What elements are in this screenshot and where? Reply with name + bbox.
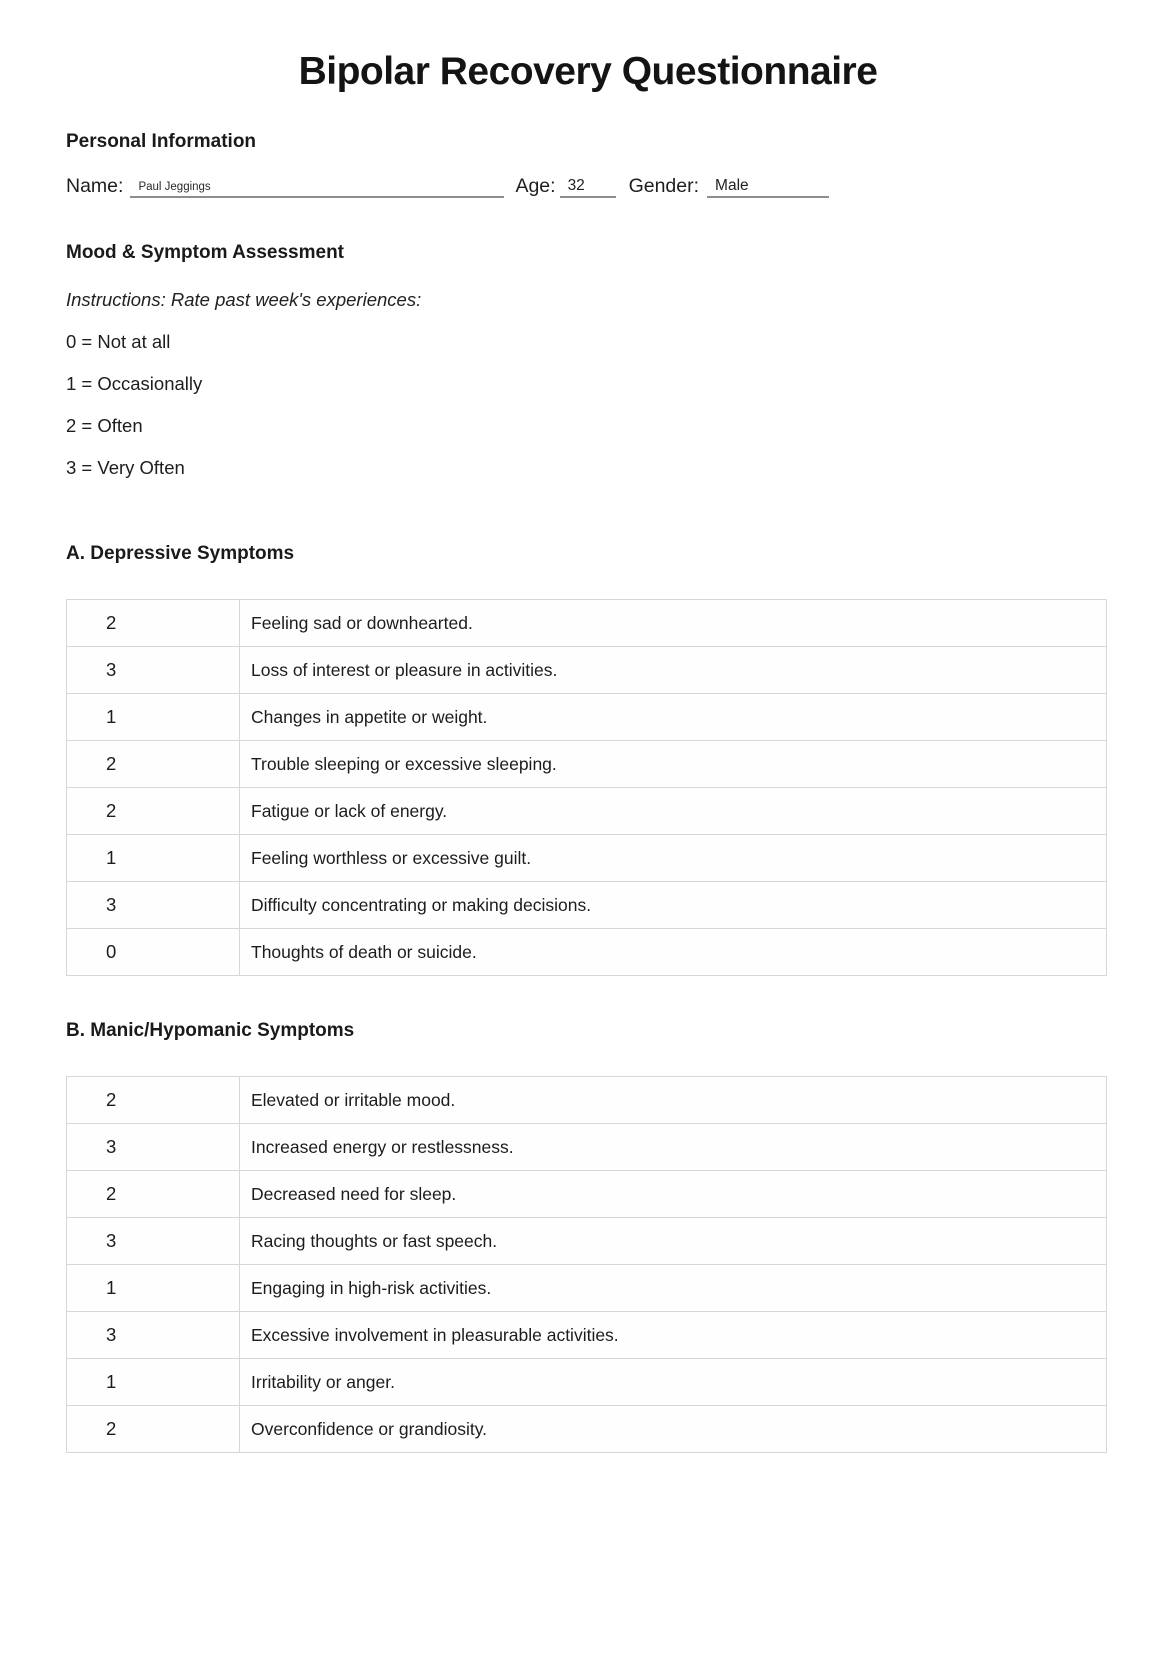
rating-cell[interactable]: 2	[67, 1171, 240, 1218]
depressive-symptoms-table	[66, 599, 1107, 976]
symptom-cell: Engaging in high-risk activities.	[240, 1265, 1107, 1312]
rating-cell[interactable]: 2	[67, 1406, 240, 1453]
symptom-cell: Decreased need for sleep.	[240, 1171, 1107, 1218]
symptom-cell: Overconfidence or grandiosity.	[240, 1406, 1107, 1453]
table-row	[67, 1218, 1107, 1265]
rating-cell[interactable]: 2	[67, 600, 240, 647]
rating-scale-item: 3 = Very Often	[66, 457, 185, 479]
table-row	[67, 1406, 1107, 1453]
table-row	[67, 1171, 1107, 1218]
rating-cell[interactable]: 3	[67, 1312, 240, 1359]
table-row	[67, 1312, 1107, 1359]
symptom-cell: Thoughts of death or suicide.	[240, 929, 1107, 976]
personal-information-heading: Personal Information	[66, 130, 257, 152]
symptom-cell: Irritability or anger.	[240, 1359, 1107, 1406]
rating-scale-item: 0 = Not at all	[66, 331, 171, 353]
rating-cell[interactable]: 1	[67, 1265, 240, 1312]
rating-cell[interactable]: 1	[67, 1359, 240, 1406]
depressive-symptoms-heading: A. Depressive Symptoms	[66, 543, 295, 565]
symptom-cell: Fatigue or lack of energy.	[240, 788, 1107, 835]
symptom-cell: Elevated or irritable mood.	[240, 1077, 1107, 1124]
table-row	[67, 600, 1107, 647]
table-row	[67, 788, 1107, 835]
age-field[interactable]: 32	[560, 177, 616, 199]
rating-cell[interactable]: 3	[67, 882, 240, 929]
table-row	[67, 741, 1107, 788]
personal-info-row	[66, 175, 1110, 198]
rating-scale-item: 2 = Often	[66, 415, 143, 437]
symptom-cell: Difficulty concentrating or making decisions.	[240, 882, 1107, 929]
gender-field[interactable]: Male	[707, 177, 829, 199]
mood-symptom-assessment-heading: Mood & Symptom Assessment	[66, 242, 345, 264]
rating-cell[interactable]: 3	[67, 1218, 240, 1265]
instructions-text: Instructions: Rate past week's experiences:	[66, 289, 422, 311]
rating-cell[interactable]: 2	[67, 788, 240, 835]
rating-scale-item: 1 = Occasionally	[66, 373, 203, 395]
rating-cell[interactable]: 1	[67, 835, 240, 882]
rating-cell[interactable]: 2	[67, 741, 240, 788]
rating-cell[interactable]: 3	[67, 647, 240, 694]
table-row	[67, 835, 1107, 882]
symptom-cell: Feeling sad or downhearted.	[240, 600, 1107, 647]
symptom-cell: Feeling worthless or excessive guilt.	[240, 835, 1107, 882]
symptom-cell: Excessive involvement in pleasurable activities.	[240, 1312, 1107, 1359]
symptom-cell: Trouble sleeping or excessive sleeping.	[240, 741, 1107, 788]
manic-hypomanic-symptoms-table	[66, 1076, 1107, 1453]
symptom-cell: Loss of interest or pleasure in activities.	[240, 647, 1107, 694]
table-row	[67, 1077, 1107, 1124]
rating-scale-list	[66, 331, 1110, 479]
table-row	[67, 647, 1107, 694]
table-row	[67, 1124, 1107, 1171]
rating-cell[interactable]: 2	[67, 1077, 240, 1124]
rating-cell[interactable]: 0	[67, 929, 240, 976]
name-label: Name:	[66, 174, 124, 197]
table-row	[67, 1359, 1107, 1406]
symptom-cell: Changes in appetite or weight.	[240, 694, 1107, 741]
symptom-cell: Racing thoughts or fast speech.	[240, 1218, 1107, 1265]
rating-cell[interactable]: 1	[67, 694, 240, 741]
symptom-cell: Increased energy or restlessness.	[240, 1124, 1107, 1171]
table-row	[67, 929, 1107, 976]
table-row	[67, 882, 1107, 929]
table-row	[67, 1265, 1107, 1312]
table-row	[67, 694, 1107, 741]
page-title: Bipolar Recovery Questionnaire	[298, 50, 878, 93]
name-field[interactable]: Paul Jeggings	[130, 181, 504, 198]
age-label: Age:	[515, 174, 556, 197]
gender-label: Gender:	[628, 174, 700, 197]
rating-cell[interactable]: 3	[67, 1124, 240, 1171]
manic-hypomanic-symptoms-heading: B. Manic/Hypomanic Symptoms	[66, 1020, 355, 1042]
questionnaire-page	[0, 50, 1176, 1453]
